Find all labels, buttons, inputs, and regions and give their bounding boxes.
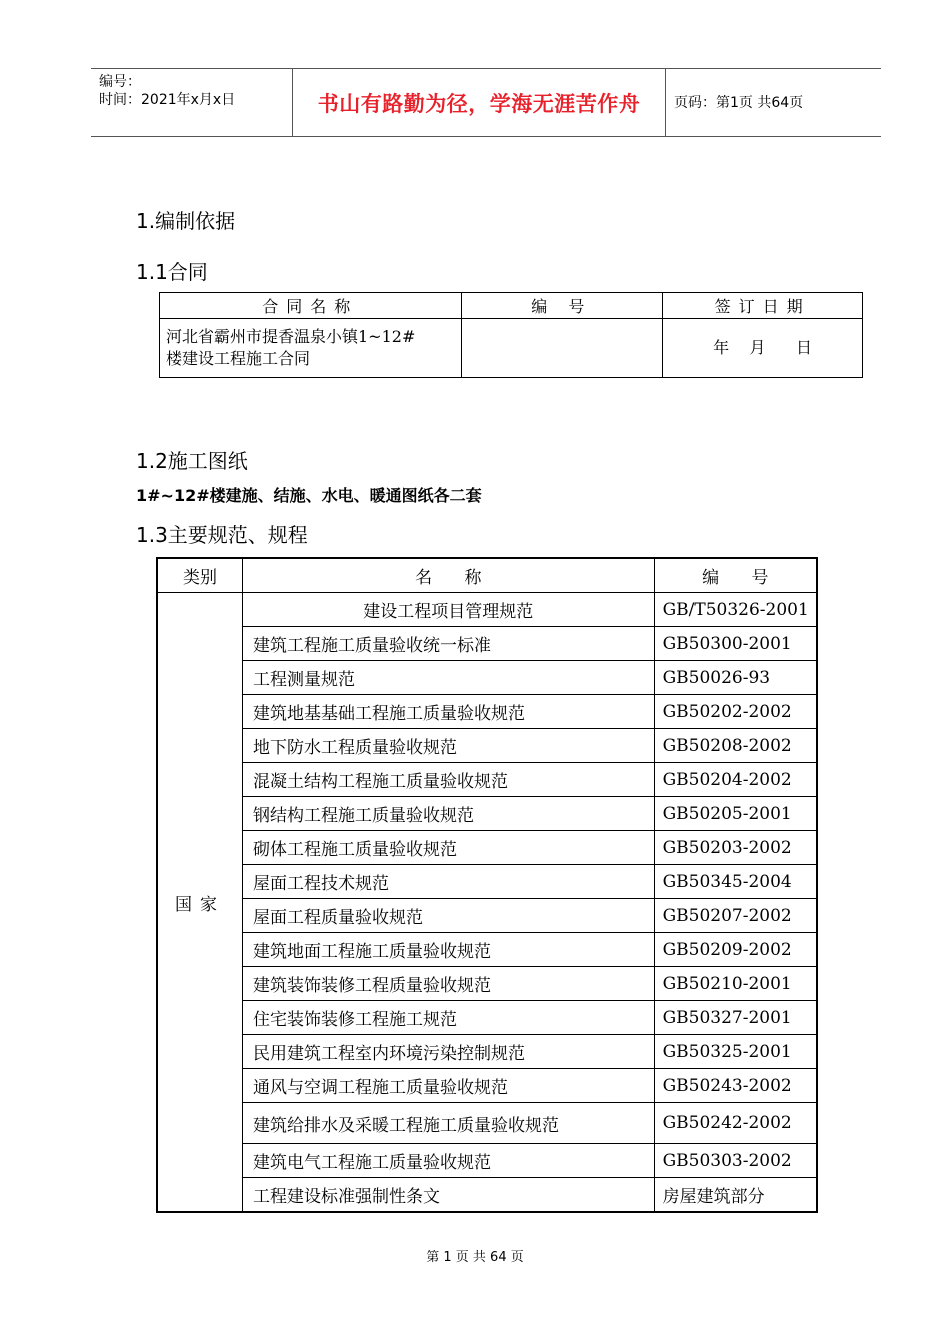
- table-row: [157, 865, 817, 899]
- serial-label: 编号：: [99, 74, 141, 90]
- table-row: [157, 1035, 817, 1069]
- table-row: [157, 1069, 817, 1103]
- regulation-name-cell: 工程测量规范: [242, 661, 654, 695]
- table-row: [157, 1178, 817, 1213]
- table-row: [157, 729, 817, 763]
- regulation-code-cell: GB50303-2002: [654, 1144, 817, 1178]
- regulation-name-cell: 地下防水工程质量验收规范: [242, 729, 654, 763]
- column-header: 名 称: [242, 558, 654, 593]
- regulation-name-cell: 钢结构工程施工质量验收规范: [242, 797, 654, 831]
- header-divider: [665, 69, 666, 136]
- regulation-code-cell: GB50242-2002: [654, 1103, 817, 1144]
- regulation-name-cell: 砌体工程施工质量验收规范: [242, 831, 654, 865]
- regulation-code-cell: GB50210-2001: [654, 967, 817, 1001]
- column-header: 编 号: [461, 293, 663, 319]
- table-row: [160, 319, 863, 378]
- section-heading-1-1: 1.1合同: [136, 260, 208, 284]
- contract-number-cell: [461, 319, 663, 378]
- regulation-table-header: [157, 558, 817, 593]
- time-label: 时间：2021年x月x日: [99, 92, 236, 108]
- regulation-name-cell: 建筑给排水及采暖工程施工质量验收规范: [242, 1103, 654, 1144]
- page-header: [91, 68, 881, 137]
- contract-name-cell: [160, 319, 462, 378]
- table-row: [157, 1103, 817, 1144]
- regulation-code-cell: GB50207-2002: [654, 899, 817, 933]
- regulation-code-cell: 房屋建筑部分: [654, 1178, 817, 1213]
- table-row: [157, 661, 817, 695]
- column-header: 签订日期: [663, 293, 863, 319]
- table-row: [157, 967, 817, 1001]
- regulation-name-cell: 建筑装饰装修工程质量验收规范: [242, 967, 654, 1001]
- regulation-name-cell: 建筑地基基础工程施工质量验收规范: [242, 695, 654, 729]
- regulation-name-cell: 建筑工程施工质量验收统一标准: [242, 627, 654, 661]
- drawings-note: 1#~12#楼建施、结施、水电、暖通图纸各二套: [136, 486, 482, 505]
- regulation-code-cell: GB50327-2001: [654, 1001, 817, 1035]
- regulation-name-cell: 工程建设标准强制性条文: [242, 1178, 654, 1213]
- regulation-name-cell: 建筑电气工程施工质量验收规范: [242, 1144, 654, 1178]
- category-cell: 国家: [157, 593, 242, 1213]
- table-row: [157, 831, 817, 865]
- regulation-name-cell: 民用建筑工程室内环境污染控制规范: [242, 1035, 654, 1069]
- contract-name-line: 河北省霸州市提香温泉小镇1~12#: [166, 327, 416, 346]
- regulation-name-cell: 屋面工程技术规范: [242, 865, 654, 899]
- regulation-code-cell: GB50203-2002: [654, 831, 817, 865]
- contract-table: [159, 292, 863, 378]
- regulation-code-cell: GB50026-93: [654, 661, 817, 695]
- contract-table-header: [160, 293, 863, 319]
- header-meta: [91, 69, 291, 136]
- table-row: [157, 593, 817, 627]
- regulation-name-cell: 屋面工程质量验收规范: [242, 899, 654, 933]
- regulation-name-cell: 通风与空调工程施工质量验收规范: [242, 1069, 654, 1103]
- section-heading-1-2: 1.2施工图纸: [136, 449, 248, 473]
- table-row: [157, 899, 817, 933]
- regulation-code-cell: GB50325-2001: [654, 1035, 817, 1069]
- regulation-code-cell: GB50345-2004: [654, 865, 817, 899]
- regulation-name-cell: 建设工程项目管理规范: [242, 593, 654, 627]
- column-header: 类别: [157, 558, 242, 593]
- regulation-name-cell: 住宅装饰装修工程施工规范: [242, 1001, 654, 1035]
- header-motto: 书山有路勤为径，学海无涯苦作舟: [317, 91, 641, 116]
- table-row: [157, 933, 817, 967]
- table-row: [157, 797, 817, 831]
- regulation-table: [156, 557, 818, 1213]
- regulation-code-cell: GB50204-2002: [654, 763, 817, 797]
- regulation-code-cell: GB50208-2002: [654, 729, 817, 763]
- regulation-name-cell: 混凝土结构工程施工质量验收规范: [242, 763, 654, 797]
- regulation-code-cell: GB50300-2001: [654, 627, 817, 661]
- regulation-code-cell: GB50209-2002: [654, 933, 817, 967]
- regulation-name-cell: 建筑地面工程施工质量验收规范: [242, 933, 654, 967]
- regulation-code-cell: GB50202-2002: [654, 695, 817, 729]
- table-row: [157, 627, 817, 661]
- column-header: 合同名称: [160, 293, 462, 319]
- table-row: [157, 1001, 817, 1035]
- regulation-code-cell: GB50205-2001: [654, 797, 817, 831]
- section-heading-1: 1.编制依据: [136, 209, 236, 233]
- column-header: 编 号: [654, 558, 817, 593]
- section-heading-1-3: 1.3主要规范、规程: [136, 523, 308, 547]
- regulation-code-cell: GB50243-2002: [654, 1069, 817, 1103]
- table-row: [157, 695, 817, 729]
- table-row: [157, 763, 817, 797]
- table-row: [157, 1144, 817, 1178]
- header-page-info: 页码：第1页 共64页: [674, 95, 804, 111]
- regulation-code-cell: GB/T50326-2001: [654, 593, 817, 627]
- contract-name-line: 楼建设工程施工合同: [166, 349, 311, 368]
- page-footer: 第 1 页 共 64 页: [426, 1250, 524, 1265]
- contract-date-cell: 年 月 日: [663, 319, 863, 378]
